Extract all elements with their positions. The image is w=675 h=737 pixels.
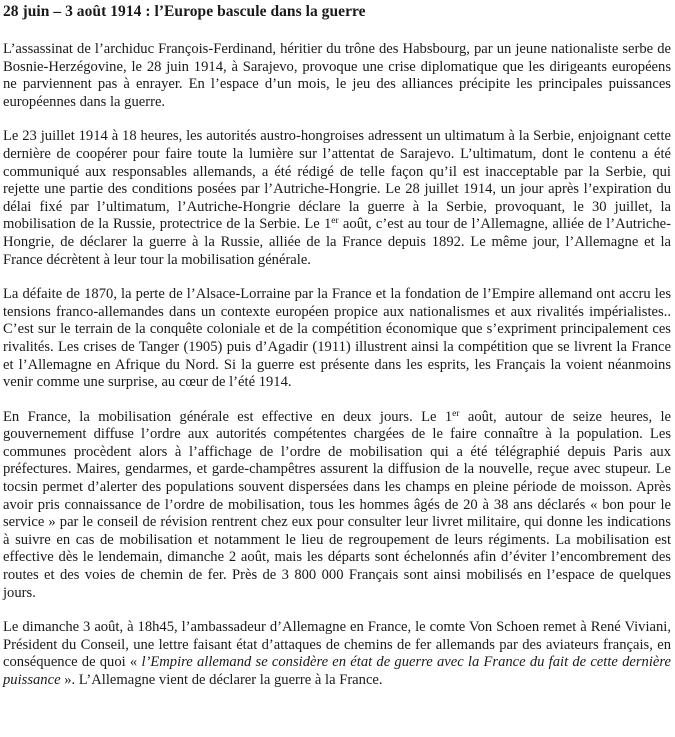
paragraph-text: En France, la mobilisation générale est effective en deux jours. Le 1 [3,408,453,425]
paragraph-text: août, autour de seize heures, le gouvernement diffuse l’ordre aux autorités compétentes chargées de le faire connaître à la population. Les communes procèdent alors à l’affichage de l’ordre de mobilisation qui a été télégraphié depuis Paris aux préfectures. Maires, gendarmes, et garde-champêtres assurent la diffusion de la nouvelle, reçue avec stupeur. Le tocsin permet d’alerter des populations souvent dispersées dans les champs en pleine période de moisson. Après avoir pris connaissance de l’ordre de mobilisation, tous les hommes âgés de 20 à 38 ans déclarés « bon pour le service » par le conseil de révision rentrent chez eux pour consulter leur livret militaire, qui donne les indications à suivre en cas de mobilisation et notamment le lieu de regroupement de leurs régiments. La mobilisation est effective dès le lendemain, dimanche 2 août, mais les départs sont échelonnés afin d’éviter l’encombrement des routes et des voies de chemin de fer. Près de 3 800 000 Français sont ainsi mobilisés en l’espace de quelques jours. [3,408,671,601]
paragraph-ultimatum [3,128,671,269]
paragraph-mobilisation [3,409,671,603]
paragraph-text: La défaite de 1870, la perte de l’Alsace-Lorraine par la France et la fondation de l’Empire allemand ont accru les tensions franco-allemandes dans un contexte européen propice aux nationalismes et aux rivalités impérialistes.. C’est sur le terrain de la conquête coloniale et de la compétition économique que s’expriment principalement ces rivalités. Les crises de Tanger (1905) puis d’Agadir (1911) illustrent ainsi la compétition que se livrent la France et l’Allemagne en Afrique du Nord. Si la guerre est présente dans les esprits, les Français la voient néanmoins venir comme une surprise, au cœur de l’été 1914. [3,286,671,391]
paragraph-text: Le dimanche 3 août, à 18h45, l’ambassadeur d’Allemagne en France, le comte Von Schoen remet à René Viviani, Président du Conseil, une lettre faisant état d’attaques de chemins de fer allemands par des aviateurs français, en conséquence de quoi « [3,619,671,671]
document-title: 28 juin – 3 août 1914 : l’Europe bascule dans la guerre [3,3,366,20]
ordinal-superscript: er [331,216,339,227]
quotation: l’Empire allemand se considère en état de guerre avec la France du fait de cette dernière puissance [3,654,671,688]
paragraph-text: L’assassinat de l’archiduc François-Ferdinand, héritier du trône des Habsbourg, par un jeune nationaliste serbe de Bosnie-Herzégovine, le 28 juin 1914, à Sarajevo, provoque une crise diplomatique que les dirigeants européens ne parviennent pas à enrayer. En l’espace d’un mois, le jeu des alliances précipite les principales puissances européennes dans la guerre. [3,41,671,110]
paragraph-tensions [3,286,671,392]
paragraph-assassination [3,41,671,111]
paragraph-declaration [3,619,671,689]
paragraph-text: Le 23 juillet 1914 à 18 heures, les autorités austro-hongroises adressent un ultimatum à la Serbie, enjoignant cette dernière de coopérer pour faire toute la lumière sur l’attentat de Sarajevo. L’ultimatum, dont le contenu a été communiqué aux responsables allemands, a été rédigé de telle façon qu’il est inacceptable par la Serbie, qui rejette une partie des conditions posées par l’Autriche-Hongrie. Le 28 juillet 1914, un jour après l’expiration du délai fixé par l’ultimatum, l’Autriche-Hongrie déclare la guerre à la Serbie, provoquant, le 30 juillet, la mobilisation de la Russie, protectrice de la Serbie. Le 1 [3,128,671,233]
document-page [3,2,671,690]
paragraph-text: ». L’Allemagne vient de déclarer la guerre à la France. [60,672,383,688]
paragraph-text: août, c’est au tour de l’Allemagne, alliée de l’Autriche-Hongrie, de déclarer la guerre à la Russie, alliée de la France depuis 1892. Le même jour, l’Allemagne et la France décrètent à leur tour la mobilisation générale. [3,216,671,268]
ordinal-superscript: er [452,408,460,419]
